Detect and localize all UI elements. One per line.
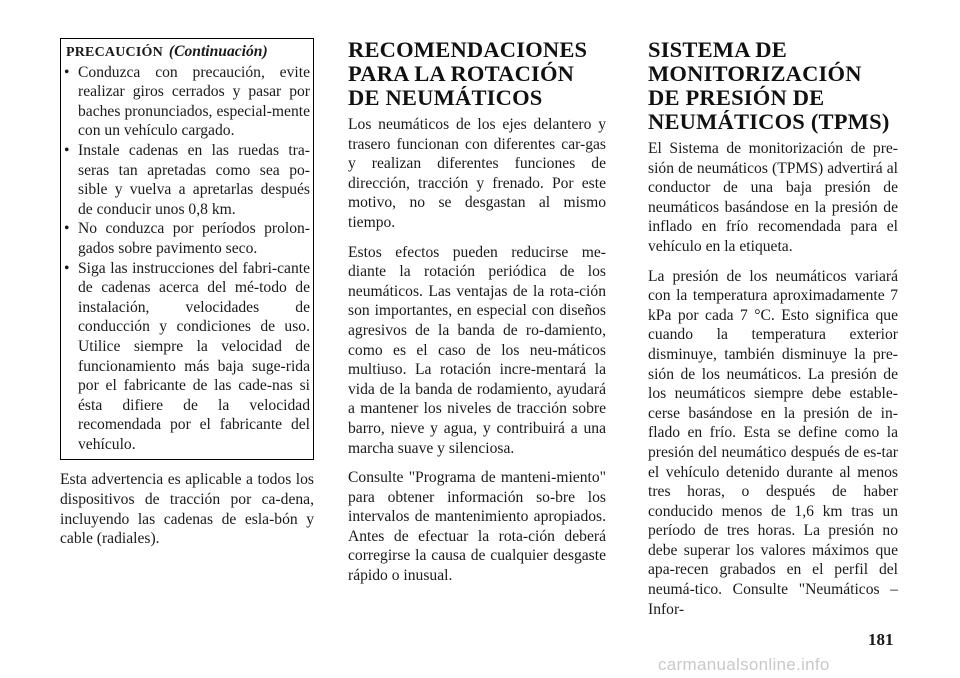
rotation-paragraph: Los neumáticos de los ejes delantero y trasero funcionan con diferentes car-gas y realizan diferentes funciones de dirección, tracción y frenado. Por este motivo, no se desgastan al mismo tiempo. [348,116,606,231]
caution-note: Esta advertencia es aplicable a todos los dispositivos de tracción por ca-dena, incluyendo las cadenas de esla-bón y cable (radiales). [60,471,314,548]
caution-continuation: (Continuación) [168,43,268,60]
rotation-paragraph: Estos efectos pueden reducirse me-diante la rotación periódica de los neumáticos. Las ventajas de la rota-ción son importantes, en especial con diseños agresivos de la banda de ro-damiento, como es el caso de los neu-máticos multiuso. La rotación incre-mentará la vida de la banda de rodamiento, ayudará a mantener los niveles de tracción sobre barro, nieve y agua, y contribuirá a una marcha suave y silenciosa. [348,243,606,457]
tpms-paragraph: La presión de los neumáticos variará con la temperatura aproximadamente 7 kPa por cada 7 °C. Esto significa que cuando la temperatura exterior disminuye, también disminuye la pre-sión de los neumáticos. La presión de los neumáticos siempre debe estable-cerse basándose en la presión de in-flado en frío. Esta se define como la presión del neumático después de es-tar el vehículo detenido durante al menos tres horas, o después de haber conducido menos de 1,6 km tras un período de tres horas. La presión no debe superar los valores máximos que apa-recen grabados en el perfil del neumá-tico. Consulte "Neumáticos – Infor- [648,267,898,618]
rotation-paragraph: Consulte "Programa de manteni-miento" para obtener información so-bre los intervalos de mantenimiento apropiados. Antes de efectuar la rota-ción deberá corregirse la causa de cualquier desgaste rápido o inusual. [348,469,606,585]
left-column [60,38,314,559]
middle-column [348,38,606,596]
tpms-heading: SISTEMA DE MONITORIZACIÓN DE PRESIÓN DE NEUMÁTICOS (TPMS) [648,37,890,134]
right-column [648,38,898,629]
caution-item: • No conduzca por períodos prolon-gados sobre pavimento seco. [64,219,310,258]
rotation-heading: RECOMENDACIONES PARA LA ROTACIÓN DE NEUMÁTICOS [348,37,588,110]
page-number: 181 [868,630,894,649]
tpms-paragraph: El Sistema de monitorización de pre-sión de neumáticos (TPMS) advertirá al conductor de una baja presión de neumáticos basándose en la presión de inflado en frío recomendada para el vehículo en la etiqueta. [648,140,898,255]
caution-header [64,42,310,63]
caution-item: • Conduzca con precaución, evite realizar giros cerrados y pasar por baches pronunciados, especial-mente con un vehículo cargado. [64,63,310,141]
caution-title: PRECAUCIÓN [66,45,163,60]
caution-item: • Instale cadenas en las ruedas tra-seras tan apretadas como sea po-sible y vuelva a apretarlas después de conducir unos 0,8 km. [64,141,310,219]
caution-item: • Siga las instrucciones del fabri-cante de cadenas acerca del mé-todo de instalación, velocidades de conducción y condiciones de uso. Utilice siempre la velocidad de funcionamiento más baja suge-rida por el fabricante de las cade-nas si ésta difiere de la velocidad recomendada por el fabricante del vehículo. [64,259,310,455]
site-watermark: carmanualsonline.info [658,655,830,674]
caution-list [64,63,310,455]
caution-box [60,38,314,460]
